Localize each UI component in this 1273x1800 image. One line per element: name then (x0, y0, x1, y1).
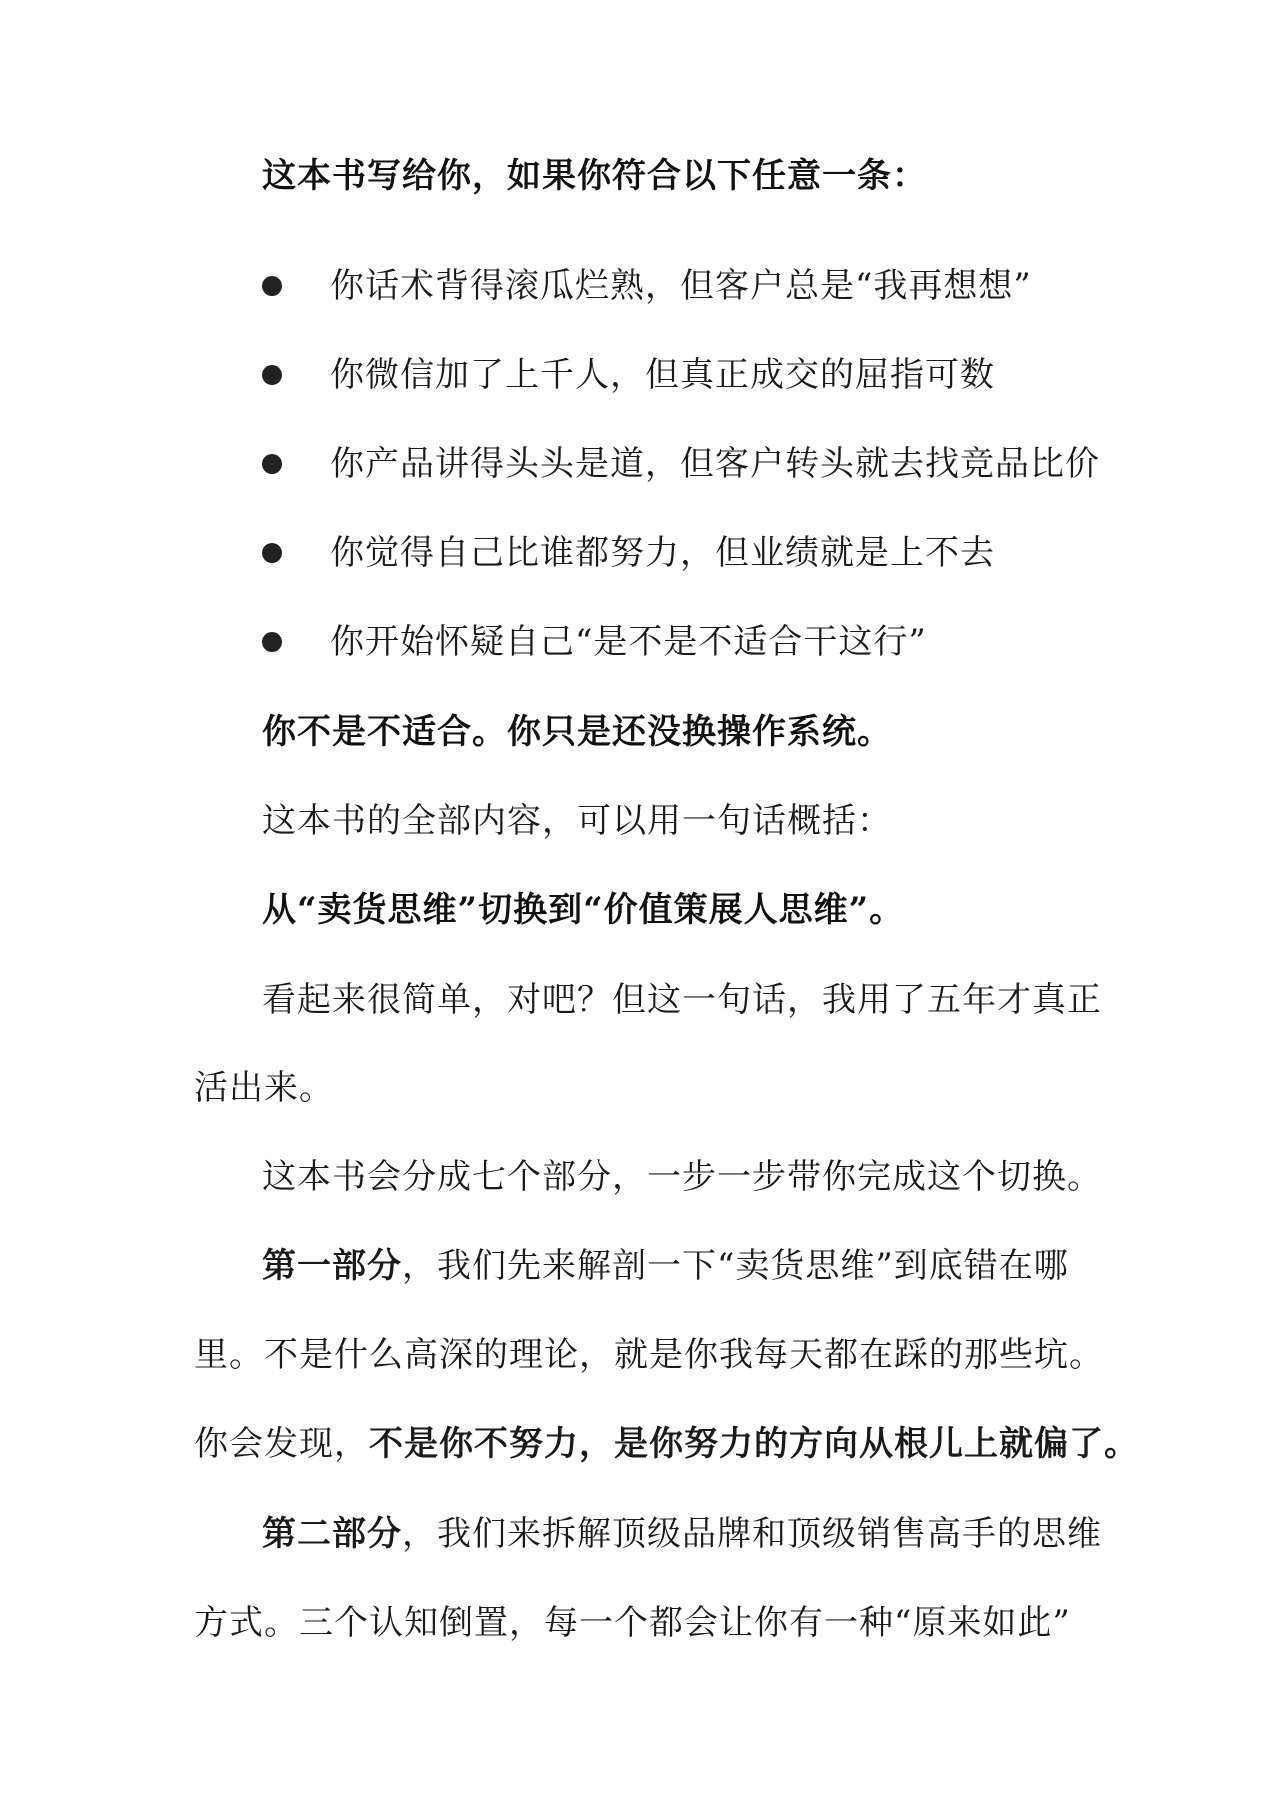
paragraph-1-line-2: 活出来。 (194, 1068, 334, 1108)
part1-line-3-plain: 你会发现， (194, 1424, 369, 1464)
bullet-icon (262, 632, 282, 652)
bullet-item-1: 你话术背得滚瓜烂熟，但客户总是“我再想想” (330, 266, 1032, 306)
part2-line-1-text: ，我们来拆解顶级品牌和顶级销售高手的思维 (402, 1514, 1102, 1554)
summary-lead: 这本书的全部内容，可以用一句话概括： (262, 801, 892, 841)
part1-line-1-text: ，我们先来解剖一下“卖货思维”到底错在哪 (402, 1246, 1069, 1286)
part2-label: 第二部分 (262, 1514, 402, 1554)
bullet-icon (262, 276, 282, 296)
bullet-icon (262, 543, 282, 563)
summary: 从“卖货思维”切换到“价值策展人思维”。 (262, 890, 905, 930)
part1-label: 第一部分 (262, 1246, 402, 1286)
part1-line-3-emphasis: 不是你不努力，是你努力的方向从根儿上就偏了。 (369, 1424, 1139, 1464)
intro-heading: 这本书写给你，如果你符合以下任意一条： (262, 156, 927, 196)
part2-line-2: 方式。三个认知倒置，每一个都会让你有一种“原来如此” (194, 1603, 1071, 1643)
bullet-item-2: 你微信加了上千人，但真正成交的屈指可数 (330, 355, 995, 395)
part1-line-1 (262, 1246, 1069, 1286)
bullet-icon (262, 365, 282, 385)
part1-line-2: 里。不是什么高深的理论，就是你我每天都在踩的那些坑。 (194, 1335, 1104, 1375)
part2-line-1 (262, 1514, 1102, 1554)
statement: 你不是不适合。你只是还没换操作系统。 (262, 712, 892, 752)
bullet-item-3: 你产品讲得头头是道，但客户转头就去找竞品比价 (330, 444, 1100, 484)
paragraph-2: 这本书会分成七个部分，一步一步带你完成这个切换。 (262, 1157, 1102, 1197)
bullet-item-5: 你开始怀疑自己“是不是不适合干这行” (330, 622, 927, 662)
bullet-item-4: 你觉得自己比谁都努力，但业绩就是上不去 (330, 533, 995, 573)
bullet-icon (262, 454, 282, 474)
paragraph-1-line-1: 看起来很简单，对吧？但这一句话，我用了五年才真正 (262, 980, 1102, 1020)
part1-line-3 (194, 1424, 1139, 1464)
